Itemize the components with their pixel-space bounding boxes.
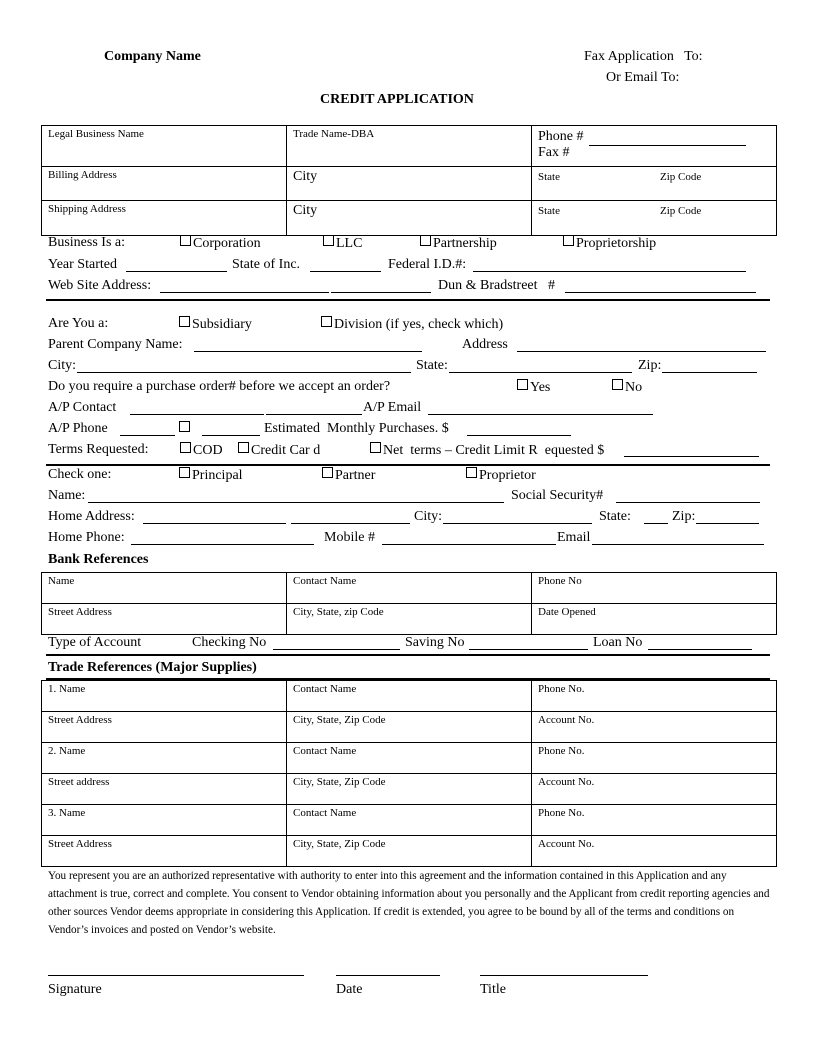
phone-fax-cell[interactable] — [532, 126, 777, 167]
parent-company-field[interactable] — [194, 351, 422, 352]
state-of-inc-field[interactable] — [310, 271, 381, 272]
home-city-field[interactable] — [443, 523, 592, 524]
shipping-city-cell[interactable]: City — [287, 201, 532, 236]
home-address-label: Home Address: — [48, 509, 135, 524]
ap-phone-label: A/P Phone — [48, 421, 108, 436]
trade-cell[interactable]: Account No. — [532, 712, 777, 743]
estimated-purchases-label: Estimated Monthly Purchases. $ — [264, 421, 449, 436]
checkbox-icon — [612, 379, 623, 390]
checkbox-icon — [180, 442, 191, 453]
home-state-field[interactable] — [644, 523, 668, 524]
checkbox-icon — [322, 467, 333, 478]
parent-city-field[interactable] — [77, 372, 411, 373]
trade-cell[interactable]: Contact Name — [287, 743, 532, 774]
terms-requested-label: Terms Requested: — [48, 442, 149, 457]
partnership-checkbox[interactable]: Partnership — [420, 235, 497, 252]
checkbox-icon — [517, 379, 528, 390]
credit-limit-field[interactable] — [624, 456, 759, 457]
parent-address-label: Address — [462, 337, 508, 352]
legal-business-name-cell[interactable]: Legal Business Name — [42, 126, 287, 167]
section-divider — [46, 464, 770, 466]
checkbox-icon — [466, 467, 477, 478]
trade-cell[interactable]: Contact Name — [287, 681, 532, 712]
website-label: Web Site Address: — [48, 278, 152, 293]
checkbox-icon — [370, 442, 381, 453]
signature-field[interactable] — [48, 975, 304, 976]
trade-cell[interactable]: Street Address — [42, 836, 287, 867]
po-question: Do you require a purchase order# before we accept an order? — [48, 379, 391, 394]
date-label: Date — [336, 982, 363, 997]
home-zip-label: Zip: — [672, 509, 696, 524]
saving-field[interactable] — [469, 649, 588, 650]
bank-contact-name-cell[interactable]: Contact Name — [287, 573, 532, 604]
date-field[interactable] — [336, 975, 440, 976]
billing-state-zip-cell[interactable] — [532, 167, 777, 201]
shipping-zip-label: Zip Code — [660, 205, 702, 217]
shipping-address-cell[interactable]: Shipping Address — [42, 201, 287, 236]
owner-name-label: Name: — [48, 488, 86, 503]
billing-zip-label: Zip Code — [660, 171, 702, 183]
ssn-label: Social Security# — [511, 488, 604, 503]
llc-checkbox[interactable]: LLC — [323, 235, 362, 252]
shipping-state-label: State — [538, 205, 560, 217]
website-field-2[interactable] — [331, 292, 431, 293]
ap-phone-field-2[interactable] — [202, 435, 260, 436]
checking-field[interactable] — [273, 649, 400, 650]
bank-city-state-zip-cell[interactable]: City, State, zip Code — [287, 604, 532, 635]
po-yes-checkbox[interactable]: Yes — [517, 379, 550, 396]
net-terms-checkbox[interactable]: Net terms – Credit Limit R equested $ — [370, 442, 604, 459]
checkbox-icon — [238, 442, 249, 453]
home-phone-label: Home Phone: — [48, 530, 125, 545]
billing-address-cell[interactable]: Billing Address — [42, 167, 287, 201]
trade-cell[interactable]: Account No. — [532, 774, 777, 805]
fax-label: Fax # — [538, 145, 570, 160]
home-zip-field[interactable] — [696, 523, 759, 524]
bank-name-cell[interactable]: Name — [42, 573, 287, 604]
parent-zip-label: Zip: — [638, 358, 662, 373]
dun-bradstreet-field[interactable] — [565, 292, 756, 293]
ap-contact-field-2[interactable] — [266, 414, 362, 415]
bank-street-address-cell[interactable]: Street Address — [42, 604, 287, 635]
section-divider — [46, 299, 770, 301]
business-info-table — [41, 125, 777, 236]
checkbox-icon — [563, 235, 574, 246]
ap-phone-field[interactable] — [120, 435, 175, 436]
checking-label: Checking No — [192, 635, 267, 650]
checkbox-icon — [323, 235, 334, 246]
checkbox-icon — [180, 235, 191, 246]
trade-cell[interactable]: Phone No. — [532, 805, 777, 836]
trade-cell[interactable]: 3. Name — [42, 805, 287, 836]
trade-cell[interactable]: Street address — [42, 774, 287, 805]
checkbox-icon — [179, 421, 190, 432]
checkbox-icon — [420, 235, 431, 246]
ssn-field[interactable] — [616, 502, 760, 503]
fax-to-label: Fax Application To: — [584, 49, 703, 64]
trade-cell[interactable]: 1. Name — [42, 681, 287, 712]
bank-phone-cell[interactable]: Phone No — [532, 573, 777, 604]
parent-company-label: Parent Company Name: — [48, 337, 183, 352]
trade-cell[interactable]: Street Address — [42, 712, 287, 743]
partner-checkbox[interactable]: Partner — [322, 467, 375, 484]
mobile-label: Mobile # — [324, 530, 375, 545]
federal-id-label: Federal I.D.#: — [388, 257, 467, 272]
billing-city-cell[interactable]: City — [287, 167, 532, 201]
trade-cell[interactable]: Phone No. — [532, 743, 777, 774]
home-state-label: State: — [599, 509, 631, 524]
type-of-account-label: Type of Account — [48, 635, 142, 650]
bank-date-opened-cell[interactable]: Date Opened — [532, 604, 777, 635]
saving-label: Saving No — [405, 635, 465, 650]
estimated-purchases-field[interactable] — [467, 435, 571, 436]
loan-label: Loan No — [593, 635, 643, 650]
checkbox-icon — [179, 467, 190, 478]
bank-references-table — [41, 572, 777, 635]
signature-label: Signature — [48, 982, 102, 997]
checkbox-icon — [321, 316, 332, 327]
home-address-field[interactable] — [143, 523, 286, 524]
business-type-label: Business Is a: — [48, 235, 125, 250]
owner-email-label: Email — [557, 530, 591, 545]
trade-references-heading: Trade References (Major Supplies) — [48, 660, 257, 675]
year-started-label: Year Started — [48, 257, 117, 272]
trade-cell[interactable]: Phone No. — [532, 681, 777, 712]
company-name: Company Name — [104, 49, 201, 64]
website-field[interactable] — [160, 292, 329, 293]
authorization-statement: You represent you are an authorized representative with authority to enter into this agreement and the information contained in this Application and any attachment is true, correct and complete. You consent to Vendor obtaining information about you personally and the Applicant from credit reporting agencies and other sources Vendor deems appropriate in considering this Application. If credit is extended, you agree to be bound by all of the terms and conditions on Vendor’s invoices and posted on Vendor’s website. — [48, 870, 770, 936]
checkbox-icon — [179, 316, 190, 327]
division-checkbox[interactable]: Division (if yes, check which) — [321, 316, 503, 333]
credit-card-checkbox[interactable]: Credit Car d — [238, 442, 320, 459]
owner-name-field[interactable] — [88, 502, 504, 503]
year-started-field[interactable] — [126, 271, 227, 272]
trade-cell[interactable]: City, State, Zip Code — [287, 712, 532, 743]
mobile-field[interactable] — [382, 544, 556, 545]
ap-contact-label: A/P Contact — [48, 400, 117, 415]
cod-checkbox[interactable]: COD — [180, 442, 223, 459]
title-label: Title — [480, 982, 506, 997]
trade-cell[interactable]: 2. Name — [42, 743, 287, 774]
home-phone-field[interactable] — [131, 544, 314, 545]
parent-state-field[interactable] — [449, 372, 632, 373]
home-address-field-2[interactable] — [291, 523, 410, 524]
section-divider — [46, 654, 770, 656]
ap-email-label: A/P Email — [363, 400, 422, 415]
trade-cell[interactable]: City, State, Zip Code — [287, 836, 532, 867]
proprietorship-checkbox[interactable]: Proprietorship — [563, 235, 656, 252]
subsidiary-checkbox[interactable]: Subsidiary — [179, 316, 252, 333]
ap-phone-checkbox[interactable] — [179, 421, 192, 438]
parent-state-label: State: — [416, 358, 448, 373]
trade-name-cell[interactable]: Trade Name-DBA — [287, 126, 532, 167]
page-title: CREDIT APPLICATION — [320, 92, 474, 107]
phone-label: Phone # — [538, 129, 584, 144]
are-you-label: Are You a: — [48, 316, 109, 331]
parent-address-field[interactable] — [517, 351, 766, 352]
loan-field[interactable] — [648, 649, 752, 650]
corporation-checkbox[interactable]: Corporation — [180, 235, 261, 252]
trade-references-table — [41, 680, 777, 867]
po-no-checkbox[interactable]: No — [612, 379, 642, 396]
phone-underline — [589, 145, 746, 146]
trade-cell[interactable]: City, State, Zip Code — [287, 774, 532, 805]
trade-cell[interactable]: Account No. — [532, 836, 777, 867]
dun-bradstreet-label: Dun & Bradstreet # — [438, 278, 556, 293]
parent-city-label: City: — [48, 358, 77, 373]
federal-id-field[interactable] — [473, 271, 746, 272]
principal-checkbox[interactable]: Principal — [179, 467, 243, 484]
ap-email-field[interactable] — [428, 414, 653, 415]
ap-contact-field[interactable] — [130, 414, 264, 415]
title-field[interactable] — [480, 975, 648, 976]
proprietor-checkbox[interactable]: Proprietor — [466, 467, 536, 484]
billing-state-label: State — [538, 171, 560, 183]
parent-zip-field[interactable] — [662, 372, 757, 373]
email-to-label: Or Email To: — [606, 70, 680, 85]
home-city-label: City: — [414, 509, 443, 524]
check-one-label: Check one: — [48, 467, 112, 482]
owner-email-field[interactable] — [592, 544, 764, 545]
shipping-state-zip-cell[interactable] — [532, 201, 777, 236]
bank-references-heading: Bank References — [48, 552, 149, 567]
trade-cell[interactable]: Contact Name — [287, 805, 532, 836]
state-of-inc-label: State of Inc. — [232, 257, 301, 272]
